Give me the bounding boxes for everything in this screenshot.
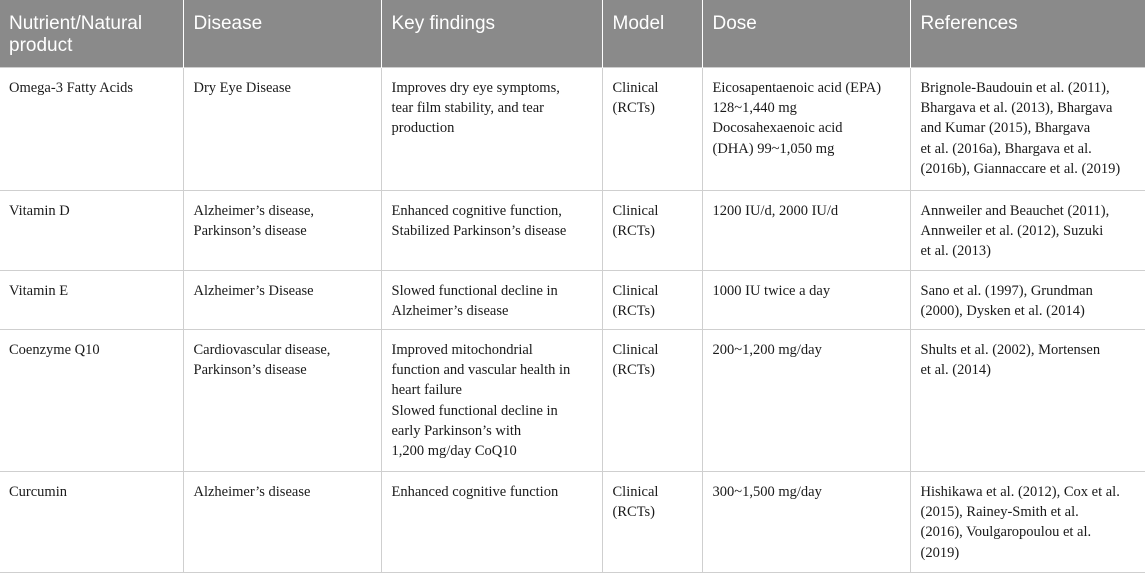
header-disease: Disease — [183, 0, 381, 68]
cell-references — [910, 68, 1145, 191]
cell-dose — [702, 68, 910, 191]
cell-disease — [183, 330, 381, 472]
cell-model — [602, 330, 702, 472]
cell-nutrient — [0, 330, 183, 472]
cell-line: Vitamin D — [9, 203, 70, 219]
cell-line: (2016), Voulgaropoulou et al. — [920, 524, 1092, 541]
cell-line: et al. (2016a), Bhargava et al. — [920, 140, 1092, 157]
cell-findings — [381, 271, 602, 330]
cell-dose — [702, 472, 910, 573]
cell-line: Alzheimer’s disease, — [193, 203, 315, 219]
cell-line: Stabilized Parkinson’s disease — [391, 223, 567, 240]
cell-line: (RCTs) — [612, 223, 655, 240]
cell-line: Sano et al. (1997), Grundman — [920, 283, 1093, 299]
header-nutrient-line: Nutrient/Natural — [9, 13, 143, 34]
cell-dose — [702, 191, 910, 271]
cell-nutrient — [0, 271, 183, 330]
cell-line: Hishikawa et al. (2012), Cox et al. — [920, 484, 1120, 500]
cell-line: (RCTs) — [612, 100, 655, 117]
cell-model — [602, 68, 702, 191]
table-row — [0, 330, 1145, 472]
cell-line: 1000 IU twice a day — [712, 283, 831, 299]
cell-line: Dry Eye Disease — [193, 80, 291, 96]
table-row — [0, 472, 1145, 573]
cell-line: 1200 IU/d, 2000 IU/d — [712, 203, 839, 219]
cell-references — [910, 330, 1145, 472]
cell-findings — [381, 330, 602, 472]
cell-line: (RCTs) — [612, 504, 655, 521]
cell-line: (2015), Rainey-Smith et al. — [920, 504, 1079, 521]
cell-disease — [183, 472, 381, 573]
cell-references — [910, 191, 1145, 271]
table-row — [0, 68, 1145, 191]
cell-line: Curcumin — [9, 484, 67, 500]
cell-line: (DHA) 99~1,050 mg — [712, 140, 835, 157]
cell-line: et al. (2014) — [920, 362, 991, 379]
header-nutrient-line: product — [9, 35, 73, 56]
cell-line: Alzheimer’s disease — [193, 484, 311, 500]
cell-line: tear film stability, and tear — [391, 100, 544, 117]
cell-line: et al. (2013) — [920, 243, 991, 260]
header-key-findings: Key findings — [381, 0, 602, 68]
cell-line: Shults et al. (2002), Mortensen — [920, 342, 1101, 358]
cell-line: Clinical — [612, 484, 659, 500]
cell-line: Coenzyme Q10 — [9, 342, 100, 358]
cell-line: (2016b), Giannaccare et al. (2019) — [920, 160, 1121, 177]
cell-line: Enhanced cognitive function — [391, 484, 559, 500]
cell-references — [910, 472, 1145, 573]
cell-model — [602, 271, 702, 330]
cell-line: Enhanced cognitive function, — [391, 203, 562, 219]
cell-line: Omega-3 Fatty Acids — [9, 80, 134, 96]
cell-line: (2019) — [920, 544, 960, 561]
header-nutrient — [0, 0, 183, 68]
cell-nutrient — [0, 472, 183, 573]
cell-line: Parkinson’s disease — [193, 223, 307, 240]
cell-line: function and vascular health in — [391, 362, 571, 379]
cell-line: Parkinson’s disease — [193, 362, 307, 379]
cell-line: 128~1,440 mg — [712, 100, 797, 117]
cell-disease — [183, 191, 381, 271]
cell-line: (RCTs) — [612, 303, 655, 320]
cell-line: Alzheimer’s Disease — [193, 283, 314, 299]
cell-line: and Kumar (2015), Bhargava — [920, 120, 1091, 137]
cell-line: Eicosapentaenoic acid (EPA) — [712, 80, 882, 96]
cell-nutrient — [0, 191, 183, 271]
cell-references — [910, 271, 1145, 330]
cell-dose — [702, 330, 910, 472]
cell-model — [602, 191, 702, 271]
cell-dose — [702, 271, 910, 330]
cell-line: 1,200 mg/day CoQ10 — [391, 443, 517, 460]
cell-line: heart failure — [391, 382, 462, 399]
cell-line: (2000), Dysken et al. (2014) — [920, 303, 1085, 320]
cell-model — [602, 472, 702, 573]
cell-line: Slowed functional decline in — [391, 283, 558, 299]
cell-findings — [381, 68, 602, 191]
cell-line: Brignole-Baudouin et al. (2011), — [920, 80, 1110, 96]
cell-line: Alzheimer’s disease — [391, 303, 509, 320]
cell-line: Bhargava et al. (2013), Bhargava — [920, 100, 1113, 117]
cell-line: Vitamin E — [9, 283, 69, 299]
header-model: Model — [602, 0, 702, 68]
cell-line: Clinical — [612, 80, 659, 96]
cell-line: Docosahexaenoic acid — [712, 120, 843, 137]
cell-disease — [183, 271, 381, 330]
cell-findings — [381, 191, 602, 271]
cell-line: Slowed functional decline in — [391, 402, 558, 419]
cell-line: Annweiler et al. (2012), Suzuki — [920, 223, 1104, 240]
cell-nutrient — [0, 68, 183, 191]
cell-line: Clinical — [612, 342, 659, 358]
cell-line: 300~1,500 mg/day — [712, 484, 822, 500]
table-header-row — [0, 0, 1145, 68]
cell-line: Improved mitochondrial — [391, 342, 533, 358]
cell-line: Cardiovascular disease, — [193, 342, 331, 358]
cell-line: Annweiler and Beauchet (2011), — [920, 203, 1110, 219]
cell-line: 200~1,200 mg/day — [712, 342, 822, 358]
table-row — [0, 191, 1145, 271]
header-references: References — [910, 0, 1145, 68]
table-row — [0, 271, 1145, 330]
cell-line: early Parkinson’s with — [391, 422, 522, 439]
cell-line: production — [391, 120, 455, 137]
cell-line: Improves dry eye symptoms, — [391, 80, 560, 96]
cell-findings — [381, 472, 602, 573]
cell-line: (RCTs) — [612, 362, 655, 379]
cell-line: Clinical — [612, 283, 659, 299]
cell-line: Clinical — [612, 203, 659, 219]
cell-disease — [183, 68, 381, 191]
header-dose: Dose — [702, 0, 910, 68]
